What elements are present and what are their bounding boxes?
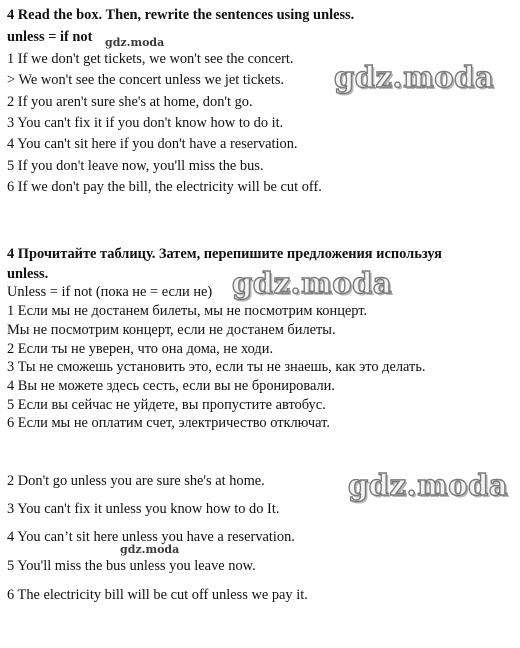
answer-2: 2 Don't go unless you are sure she's at home.: [7, 473, 265, 489]
watermark-small: gdz.moda: [120, 543, 180, 556]
answer-4: 4 You can’t sit here unless you have a reservation.: [7, 529, 295, 545]
sentence-ru-3: 3 Ты не сможешь установить это, если ты не знаешь, как это делать.: [7, 359, 426, 375]
sentence-1: 1 If we don't get tickets, we won't see the concert.: [7, 51, 294, 67]
rule-unless-ru: Unless = if not (пока не = если не): [7, 284, 213, 300]
sentence-ru-5: 5 Если вы сейчас не уйдете, вы пропустите автобус.: [7, 397, 326, 413]
sentence-ru-6: 6 Если мы не оплатим счет, электричество отключат.: [7, 415, 330, 431]
sentence-2: 2 If you aren't sure she's at home, don't go.: [7, 94, 253, 110]
answer-5: 5 You'll miss the bus unless you leave now.: [7, 558, 256, 574]
watermark-small: gdz.moda: [105, 36, 165, 49]
exercise-title-ru-cont: unless.: [7, 266, 49, 282]
sentence-1-rewrite: > We won't see the concert unless we jet tickets.: [7, 72, 285, 88]
answer-3: 3 You can't fix it unless you know how to do It.: [7, 501, 280, 517]
exercise-title: 4 Read the box. Then, rewrite the sentences using unless.: [7, 7, 355, 23]
sentence-ru-2: 2 Если ты не уверен, что она дома, не ходи.: [7, 341, 274, 357]
watermark-logo: gdz.moda: [232, 266, 393, 300]
sentence-6: 6 If we don't pay the bill, the electricity will be cut off.: [7, 179, 322, 195]
rule-unless: unless = if not: [7, 29, 93, 45]
sentence-ru-1-rewrite: Мы не посмотрим концерт, если не достанем билеты.: [7, 322, 336, 338]
sentence-ru-4: 4 Вы не можете здесь сесть, если вы не бронировали.: [7, 378, 335, 394]
watermark-logo: gdz.moda: [334, 60, 495, 94]
sentence-3: 3 You can't fix it if you don't know how to do it.: [7, 115, 284, 131]
sentence-4: 4 You can't sit here if you don't have a reservation.: [7, 136, 298, 152]
watermark-logo: gdz.moda: [348, 468, 509, 502]
sentence-ru-1: 1 Если мы не достанем билеты, мы не посмотрим концерт.: [7, 303, 368, 319]
exercise-title-ru: 4 Прочитайте таблицу. Затем, перепишите предложения используя: [7, 246, 442, 262]
answer-6: 6 The electricity bill will be cut off unless we pay it.: [7, 587, 308, 603]
sentence-5: 5 If you don't leave now, you'll miss the bus.: [7, 158, 264, 174]
